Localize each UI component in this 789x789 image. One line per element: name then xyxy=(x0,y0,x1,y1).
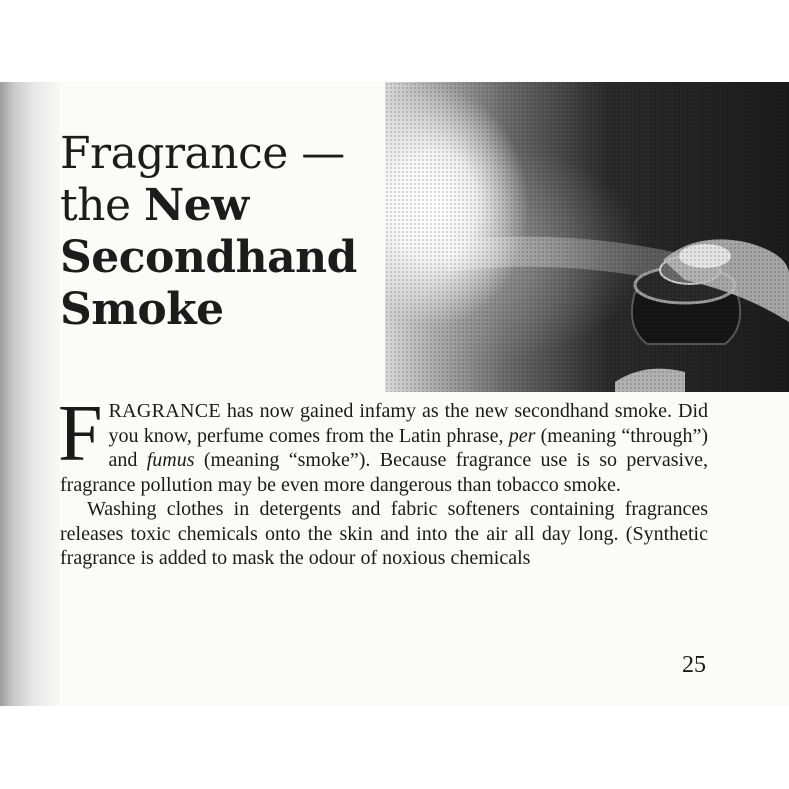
page-number: 25 xyxy=(682,652,706,678)
page-gutter-shadow xyxy=(0,82,60,706)
title-line-1: Fragrance — xyxy=(60,128,345,179)
title-line-2-bold: New xyxy=(144,180,249,231)
body-text xyxy=(58,390,708,571)
paragraph-1-text-a: has now gained infamy as the new secondhand smoke. Did you know, perfume comes from the Latin phrase, xyxy=(108,400,708,447)
paragraph-1-text-b: (meaning “through”) and xyxy=(108,424,708,471)
title-line-2-prefix: the xyxy=(60,180,145,231)
paragraph-1-lead: RAGRANCE xyxy=(108,400,221,422)
title-line-3: Secondhand xyxy=(60,232,357,283)
paragraph-1-text-c: (meaning “smoke”). Because fragrance use is so pervasive, fragrance pollution may be even more dangerous than tobacco smoke. xyxy=(60,449,708,496)
word-fumus: fumus xyxy=(146,449,195,471)
drop-cap: F xyxy=(58,390,103,478)
title-line-2 xyxy=(60,180,357,232)
title-line-4: Smoke xyxy=(60,284,224,335)
perfume-spray-icon xyxy=(385,82,789,392)
paragraph-1 xyxy=(58,390,708,497)
paragraph-2: Washing clothes in detergents and fabric softeners containing fragrances releases toxic chemicals onto the skin and into the air all day long. (Synthetic fragrance is added to mask the odour of noxious chemicals xyxy=(60,498,708,569)
word-per: per xyxy=(508,424,536,447)
book-page xyxy=(0,82,789,706)
page-title xyxy=(60,128,357,336)
perfume-spray-photo xyxy=(385,82,789,392)
